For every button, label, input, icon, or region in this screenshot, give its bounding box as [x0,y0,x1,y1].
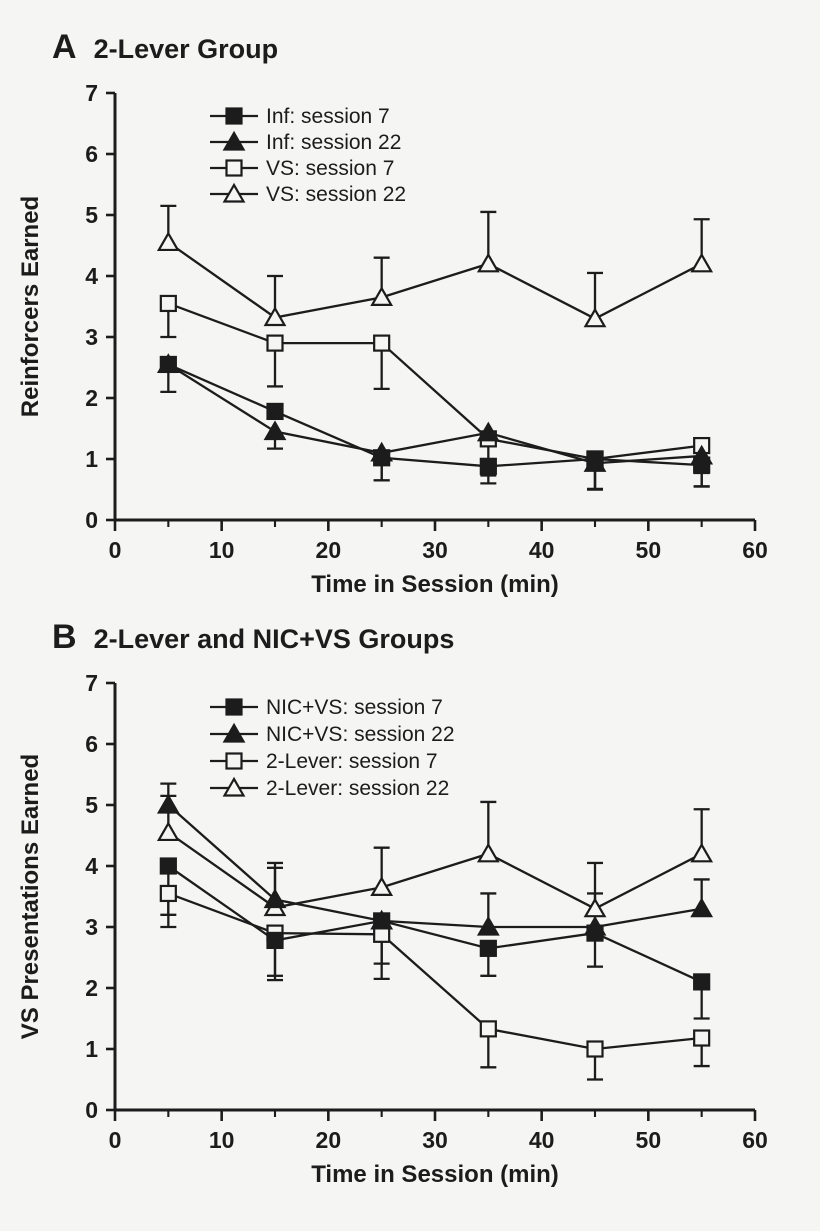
x-axis-label: Time in Session (min) [311,1161,559,1188]
panel-a-heading: 2-Lever Group [93,34,279,64]
y-tick-label: 2 [85,385,98,411]
panel-a-letter: A [52,28,77,66]
x-tick-label: 50 [635,1127,662,1153]
legend-label: 2-Lever: session 22 [266,777,450,800]
y-tick-label: 6 [85,141,98,167]
y-tick-label: 1 [85,446,98,472]
y-tick-label: 6 [85,731,98,757]
x-tick-label: 10 [208,1127,235,1153]
filled-square-marker [268,404,283,419]
panel-b-letter: B [52,618,77,656]
y-tick-label: 4 [85,853,98,879]
y-tick-label: 7 [85,670,98,696]
filled-square-marker [588,926,603,941]
y-tick-label: 5 [85,792,98,818]
x-tick-label: 0 [108,537,122,563]
open-triangle-marker [372,288,391,305]
legend-label: 2-Lever: session 7 [266,750,438,773]
x-tick-label: 60 [742,1127,768,1153]
x-tick-label: 50 [635,537,662,563]
y-axis-label: Reinforcers Earned [17,195,44,418]
y-tick-label: 2 [85,975,98,1001]
series-line-4 [168,832,701,908]
filled-triangle-marker [266,423,285,440]
panel-b-plot [17,670,768,1188]
open-triangle-marker [159,823,178,840]
y-tick-label: 4 [85,263,98,289]
open-square-marker [268,336,283,351]
legend [210,105,406,206]
y-tick-label: 0 [85,507,98,533]
filled-square-marker [374,450,389,465]
legend-label: Inf: session 7 [266,105,390,128]
filled-square-marker [161,357,176,372]
panel-a-plot [17,80,768,598]
filled-square-marker [588,452,603,467]
x-tick-label: 60 [742,537,768,563]
filled-square-marker [694,458,709,473]
legend-label: NIC+VS: session 22 [266,723,455,746]
open-triangle-marker [479,255,498,271]
panel-b-heading: 2-Lever and NIC+VS Groups [93,624,455,654]
x-tick-label: 40 [528,1127,555,1153]
y-tick-label: 7 [85,80,98,106]
y-tick-label: 0 [85,1097,98,1123]
series-line-3 [168,303,701,459]
series-line-2 [168,364,701,463]
filled-square-marker [161,859,176,874]
filled-square-marker [227,109,242,124]
x-axis-label: Time in Session (min) [311,571,559,598]
open-square-marker [588,1042,603,1057]
open-triangle-marker [159,233,178,250]
open-square-marker [227,161,242,176]
legend-label: Inf: session 22 [266,131,402,154]
x-tick-label: 10 [208,537,235,563]
filled-square-marker [374,913,389,928]
y-axis-label: VS Presentations Earned [17,753,44,1040]
legend-label: VS: session 22 [266,183,407,206]
series-line-3 [168,893,701,1049]
x-tick-label: 30 [422,1127,448,1153]
x-tick-label: 30 [422,537,448,563]
x-tick-label: 0 [108,1127,122,1153]
open-triangle-marker [692,255,711,271]
filled-triangle-marker [159,796,178,813]
x-tick-label: 20 [315,1127,342,1153]
filled-square-marker [694,974,709,989]
series-line-4 [168,242,701,318]
series-line-2 [168,805,701,927]
open-square-marker [227,754,242,769]
legend-label: NIC+VS: session 7 [266,696,443,719]
filled-triangle-marker [692,900,711,917]
y-tick-label: 3 [85,324,98,350]
y-tick-label: 1 [85,1036,98,1062]
x-tick-label: 40 [528,537,555,563]
open-square-marker [694,1031,709,1046]
filled-square-marker [227,700,242,715]
y-tick-label: 3 [85,914,98,940]
open-square-marker [161,296,176,311]
open-triangle-marker [586,900,605,917]
open-square-marker [161,886,176,901]
open-square-marker [481,1021,496,1036]
open-square-marker [374,336,389,351]
open-triangle-marker [372,878,391,895]
legend-label: VS: session 7 [266,157,395,180]
open-triangle-marker [479,845,498,862]
filled-square-marker [481,941,496,956]
y-tick-label: 5 [85,202,98,228]
legend [210,696,455,800]
open-triangle-marker [692,845,711,862]
filled-square-marker [481,459,496,474]
x-tick-label: 20 [315,537,342,563]
filled-square-marker [268,933,283,948]
open-triangle-marker [586,310,605,327]
